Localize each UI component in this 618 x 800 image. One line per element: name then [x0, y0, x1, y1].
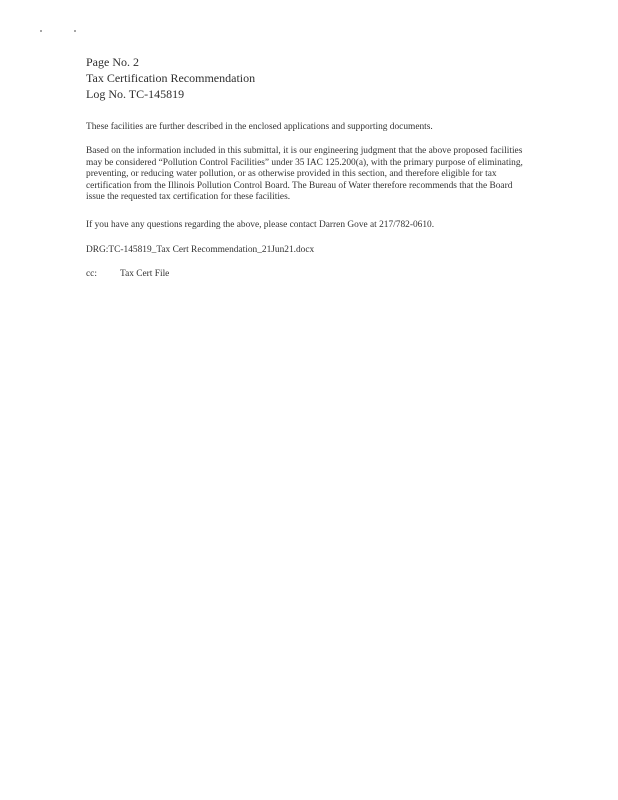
cc-line [86, 269, 169, 281]
cc-label: cc: [86, 269, 97, 279]
scan-mark [40, 30, 42, 32]
scan-mark [74, 30, 76, 32]
cc-recipient: Tax Cert File [120, 269, 170, 279]
page-header [86, 54, 255, 102]
paragraph-enclosed-documents: These facilities are further described in the enclosed applications and supporting documents. [86, 122, 433, 132]
subject-line: Tax Certification Recommendation [86, 71, 256, 85]
page-number: Page No. 2 [86, 55, 139, 69]
file-reference: DRG:TC-145819_Tax Cert Recommendation_21Jun21.docx [86, 245, 315, 255]
log-number: Log No. TC-145819 [86, 87, 185, 101]
paragraph-engineering-judgment: Based on the information included in this submittal, it is our engineering judgment that the above proposed facilities may be considered “Pollution Control Facilities” under 35 IAC 125.200(a), with the primary purpose of eliminating, preventing, or reducing water pollution, or as otherwise provided in this section, and therefore eligible for tax certification from the Illinois Pollution Control Board. The Bureau of Water therefore recommends that the Board issue the requested tax certification for these facilities. [86, 146, 523, 203]
paragraph-contact: If you have any questions regarding the above, please contact Darren Gove at 217/782-0610. [86, 220, 435, 230]
